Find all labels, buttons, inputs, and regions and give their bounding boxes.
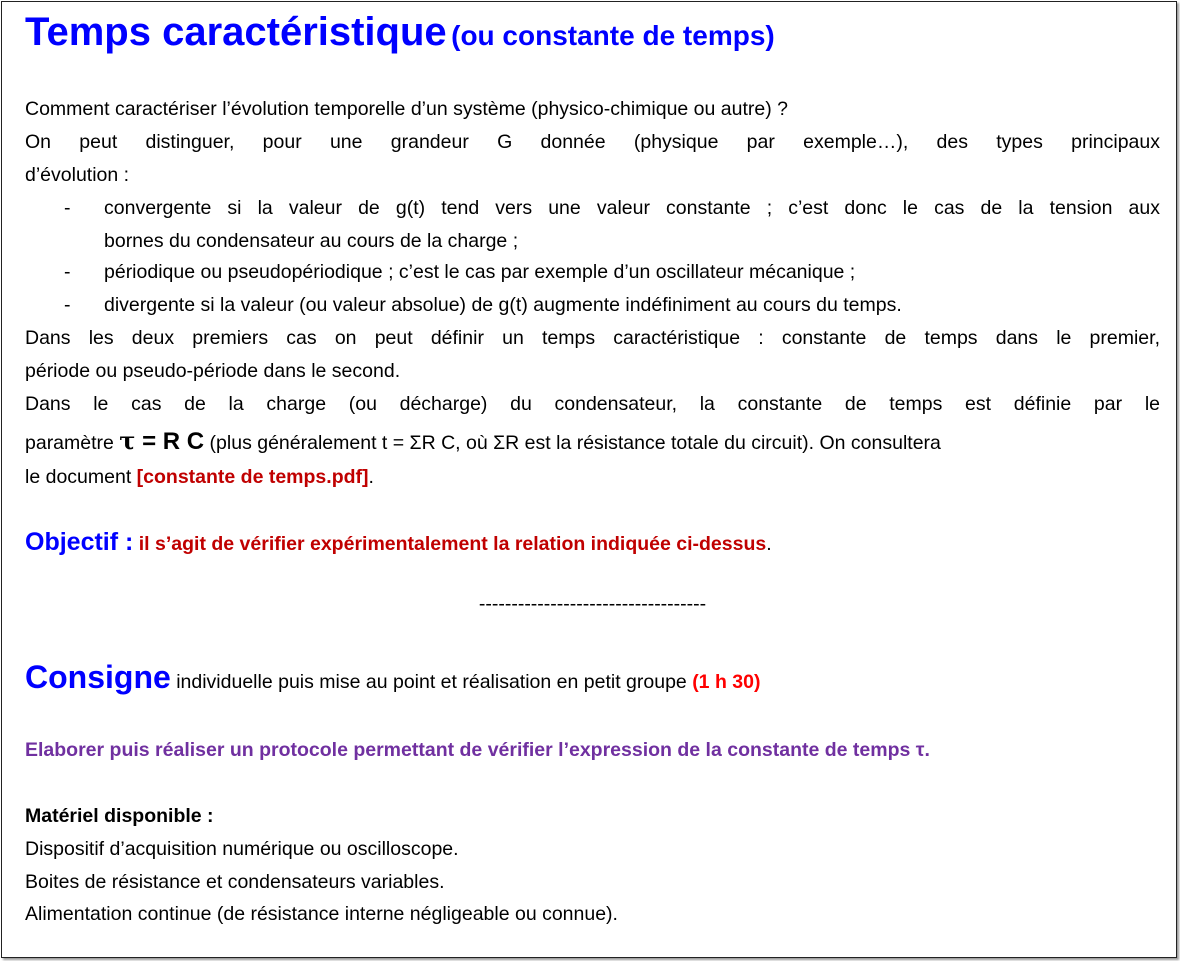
page-title	[25, 10, 775, 55]
title-main: Temps caractéristique	[25, 10, 447, 54]
materiel-item: Boites de résistance et condensateurs variables.	[25, 871, 445, 893]
equation: = R C	[135, 428, 205, 455]
paragraph-line: Dans le cas de la charge (ou décharge) du condensateur, la constante de temps est définie par le	[25, 393, 1160, 415]
consigne-text: individuelle puis mise au point et réalisation en petit groupe	[170, 671, 693, 693]
objectif-line	[25, 524, 1160, 560]
materiel-item: Alimentation continue (de résistance interne négligeable ou connue).	[25, 903, 618, 925]
duration: (1 h 30)	[692, 671, 761, 693]
paragraph-line: Dans les deux premiers cas on peut définir un temps caractéristique : constante de temps dans le premier,	[25, 327, 1160, 349]
text: (plus généralement t = ΣR C, où ΣR est la résistance totale du circuit). On consultera	[204, 432, 941, 454]
consigne-line	[25, 655, 1160, 699]
paragraph-line: période ou pseudo-période dans le second.	[25, 360, 401, 382]
task-statement: Elaborer puis réaliser un protocole permettant de vérifier l’expression de la constante de temps τ.	[25, 739, 930, 761]
intro-line: d’évolution :	[25, 164, 130, 186]
bullet-item-cont: bornes du condensateur au cours de la charge ;	[104, 230, 519, 252]
materiel-heading: Matériel disponible :	[25, 805, 214, 827]
text: .	[766, 533, 772, 555]
bullet-marker: -	[64, 294, 71, 316]
materiel-item: Dispositif d’acquisition numérique ou oscilloscope.	[25, 838, 459, 860]
bullet-item: divergente si la valeur (ou valeur absolue) de g(t) augmente indéfiniment au cours du temps.	[104, 294, 902, 316]
paragraph-line	[25, 423, 1160, 459]
tau-symbol: τ	[119, 426, 136, 455]
consigne-label: Consigne	[25, 659, 171, 695]
text: .	[368, 466, 374, 488]
separator: -----------------------------------	[478, 593, 707, 615]
bullet-marker: -	[64, 197, 71, 219]
objectif-text: il s’agit de vérifier expérimentalement la relation indiquée ci-dessus	[133, 533, 767, 555]
paragraph-line	[25, 461, 1160, 494]
title-sub: (ou constante de temps)	[451, 20, 775, 51]
intro-line: On peut distinguer, pour une grandeur G donnée (physique par exemple…), des types principaux	[25, 131, 1160, 153]
bullet-item: périodique ou pseudopériodique ; c’est le cas par exemple d’un oscillateur mécanique ;	[104, 261, 856, 283]
document-link[interactable]: [constante de temps.pdf]	[136, 466, 369, 488]
bullet-marker: -	[64, 261, 71, 283]
text: le document	[25, 466, 137, 488]
objectif-label: Objectif :	[25, 528, 134, 556]
bullet-item: convergente si la valeur de g(t) tend vers une valeur constante ; c’est donc le cas de la tension aux	[104, 197, 1160, 219]
text: paramètre	[25, 432, 120, 454]
intro-question: Comment caractériser l’évolution temporelle d’un système (physico-chimique ou autre) ?	[25, 98, 788, 120]
